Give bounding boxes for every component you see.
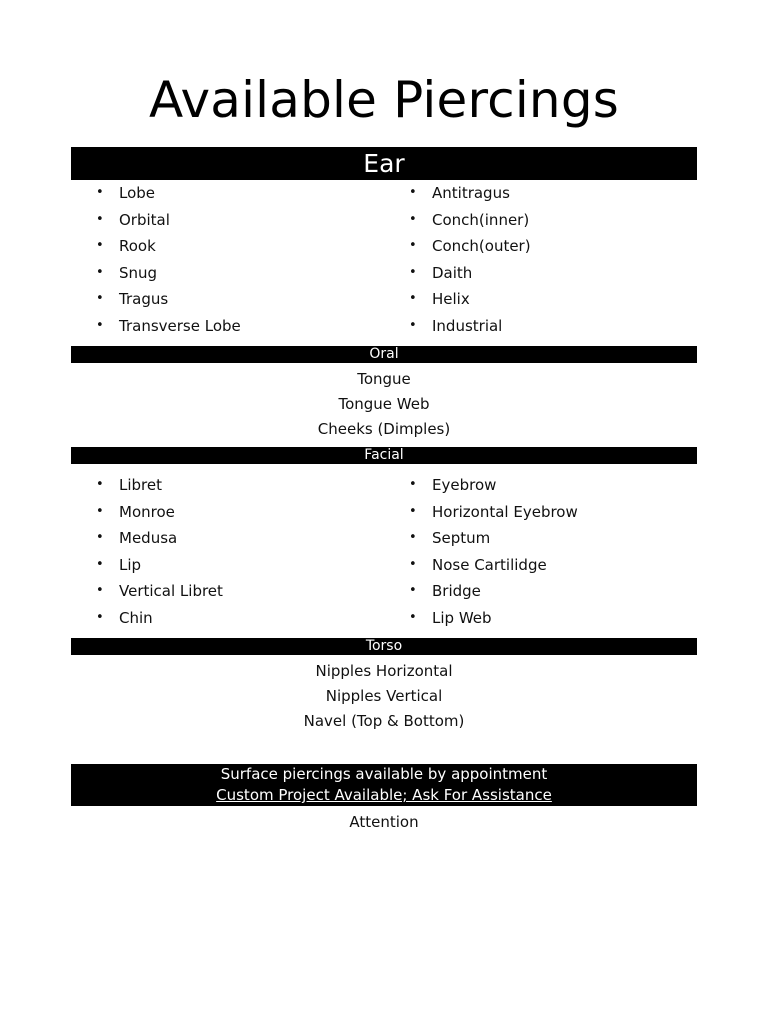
surface-piercings-notice: Surface piercings available by appointment xyxy=(220,765,548,783)
bullet-icon: • xyxy=(96,477,104,492)
bullet-icon: • xyxy=(96,556,104,572)
facial-list-left-column xyxy=(96,472,396,632)
list-item: • Daith xyxy=(409,260,709,287)
list-item: • Vertical Libret xyxy=(96,578,396,605)
list-item: • Lobe xyxy=(96,180,396,207)
list-item: • Orbital xyxy=(96,207,396,234)
oral-piercings-list xyxy=(71,367,697,442)
list-item: Navel (Top & Bottom) xyxy=(303,712,465,730)
bullet-icon: • xyxy=(96,609,104,625)
list-item: • Libret xyxy=(96,472,396,499)
bullet-icon: • xyxy=(409,317,417,333)
bullet-icon: • xyxy=(96,185,104,200)
list-item: • Lip xyxy=(96,552,396,579)
list-item: • Antitragus xyxy=(409,180,709,207)
bullet-icon: • xyxy=(409,238,417,254)
ear-list-right-column xyxy=(409,180,709,340)
attention-text: Attention xyxy=(349,813,419,831)
list-item: • Chin xyxy=(96,605,396,632)
list-item: • Industrial xyxy=(409,313,709,340)
bullet-icon: • xyxy=(409,503,417,519)
section-header-facial: Facial xyxy=(71,447,697,464)
list-item: Tongue Web xyxy=(338,395,430,413)
list-item: Nipples Vertical xyxy=(325,687,443,705)
torso-piercings-list xyxy=(71,659,697,734)
notice-box xyxy=(71,764,697,806)
list-item: • Transverse Lobe xyxy=(96,313,396,340)
list-item: • Nose Cartilidge xyxy=(409,552,709,579)
list-item: • Tragus xyxy=(96,286,396,313)
ear-list-left-column xyxy=(96,180,396,340)
section-header-torso: Torso xyxy=(71,638,697,655)
bullet-icon: • xyxy=(409,211,417,227)
facial-list-right-column xyxy=(409,472,709,632)
bullet-icon: • xyxy=(409,291,417,307)
bullet-icon: • xyxy=(409,609,417,625)
list-item: • Eyebrow xyxy=(409,472,709,499)
bullet-icon: • xyxy=(409,583,417,599)
bullet-icon: • xyxy=(96,211,104,227)
list-item: • Rook xyxy=(96,233,396,260)
list-item: • Horizontal Eyebrow xyxy=(409,499,709,526)
ear-piercings-list xyxy=(71,180,697,340)
bullet-icon: • xyxy=(96,503,104,519)
list-item: • Medusa xyxy=(96,525,396,552)
list-item: • Monroe xyxy=(96,499,396,526)
bullet-icon: • xyxy=(409,556,417,572)
list-item: Tongue xyxy=(357,370,411,388)
facial-piercings-list xyxy=(71,472,697,632)
list-item: • Conch(inner) xyxy=(409,207,709,234)
section-header-ear: Ear xyxy=(71,147,697,180)
bullet-icon: • xyxy=(96,291,104,307)
bullet-icon: • xyxy=(409,264,417,280)
list-item: • Helix xyxy=(409,286,709,313)
custom-project-link[interactable]: Custom Project Available; Ask For Assistance xyxy=(216,786,552,804)
bullet-icon: • xyxy=(96,264,104,280)
list-item: Cheeks (Dimples) xyxy=(317,420,451,438)
bullet-icon: • xyxy=(96,530,104,546)
list-item: • Bridge xyxy=(409,578,709,605)
page-title: Available Piercings xyxy=(148,71,620,129)
bullet-icon: • xyxy=(409,530,417,546)
list-item: Nipples Horizontal xyxy=(315,662,453,680)
list-item: • Lip Web xyxy=(409,605,709,632)
list-item: • Conch(outer) xyxy=(409,233,709,260)
bullet-icon: • xyxy=(409,477,417,492)
list-item: • Septum xyxy=(409,525,709,552)
bullet-icon: • xyxy=(96,238,104,254)
bullet-icon: • xyxy=(96,583,104,599)
section-header-oral: Oral xyxy=(71,346,697,363)
bullet-icon: • xyxy=(96,317,104,333)
list-item: • Snug xyxy=(96,260,396,287)
bullet-icon: • xyxy=(409,185,417,200)
